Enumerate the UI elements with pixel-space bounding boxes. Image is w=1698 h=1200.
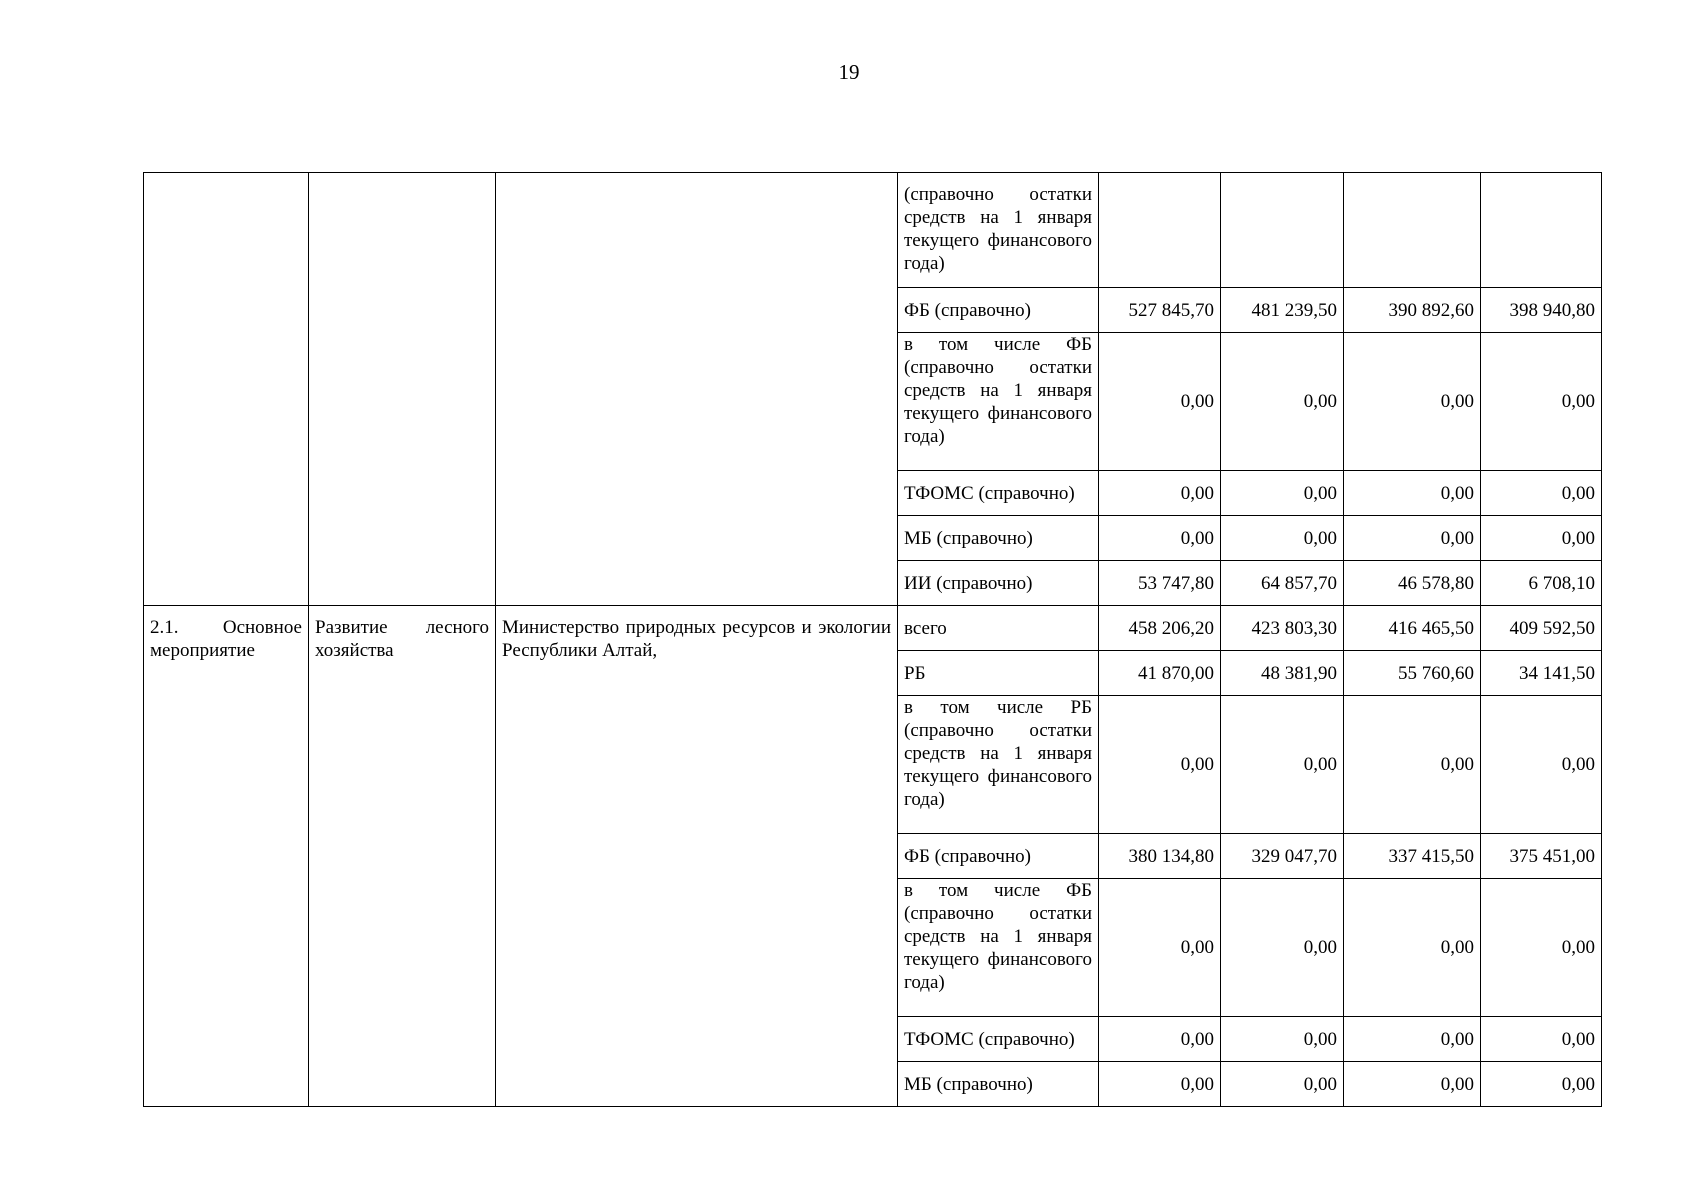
- value-cell: 0,00: [1221, 879, 1344, 1017]
- value-cell: 0,00: [1481, 1062, 1602, 1107]
- value-cell: 380 134,80: [1099, 834, 1221, 879]
- value-cell: 329 047,70: [1221, 834, 1344, 879]
- value-cell: 34 141,50: [1481, 651, 1602, 696]
- value-cell: [1481, 173, 1602, 288]
- value-cell: 0,00: [1221, 516, 1344, 561]
- value-cell: 0,00: [1344, 471, 1481, 516]
- value-cell: 0,00: [1221, 1062, 1344, 1107]
- value-cell: 6 708,10: [1481, 561, 1602, 606]
- value-cell: 0,00: [1221, 333, 1344, 471]
- value-cell: 0,00: [1344, 333, 1481, 471]
- value-cell: 0,00: [1481, 333, 1602, 471]
- source-cell: всего: [898, 606, 1099, 651]
- value-cell: 0,00: [1481, 1017, 1602, 1062]
- source-cell: (справочно остатки средств на 1 января текущего финансового года): [898, 173, 1099, 288]
- value-cell: 0,00: [1099, 333, 1221, 471]
- source-cell: в том числе ФБ (справочно остатки средств на 1 января текущего финансового года): [898, 333, 1099, 471]
- value-cell: 423 803,30: [1221, 606, 1344, 651]
- value-cell: [1099, 173, 1221, 288]
- value-cell: 0,00: [1099, 696, 1221, 834]
- source-cell: в том числе РБ (справочно остатки средств на 1 января текущего финансового года): [898, 696, 1099, 834]
- measure-name-cell: Развитие лесного хозяйства: [309, 606, 496, 1107]
- value-cell: 0,00: [1221, 471, 1344, 516]
- value-cell: 527 845,70: [1099, 288, 1221, 333]
- source-cell: ТФОМС (справочно): [898, 471, 1099, 516]
- executor-cell: Министерство природных ресурсов и экологии Республики Алтай,: [496, 606, 898, 1107]
- source-cell: ТФОМС (справочно): [898, 1017, 1099, 1062]
- executor-cell-empty: [496, 173, 898, 606]
- value-cell: 337 415,50: [1344, 834, 1481, 879]
- name-cell-empty: [309, 173, 496, 606]
- value-cell: 0,00: [1481, 471, 1602, 516]
- value-cell: 0,00: [1099, 471, 1221, 516]
- budget-table: [143, 172, 1602, 1107]
- value-cell: 0,00: [1099, 1062, 1221, 1107]
- table-row: [144, 606, 1602, 651]
- value-cell: [1221, 173, 1344, 288]
- value-cell: 0,00: [1344, 879, 1481, 1017]
- value-cell: 409 592,50: [1481, 606, 1602, 651]
- budget-table-body: [144, 173, 1602, 1107]
- value-cell: 0,00: [1221, 696, 1344, 834]
- value-cell: 0,00: [1221, 1017, 1344, 1062]
- value-cell: 390 892,60: [1344, 288, 1481, 333]
- value-cell: 0,00: [1344, 1017, 1481, 1062]
- table-row: [144, 173, 1602, 288]
- value-cell: 0,00: [1099, 879, 1221, 1017]
- value-cell: 48 381,90: [1221, 651, 1344, 696]
- value-cell: 458 206,20: [1099, 606, 1221, 651]
- number-cell-empty: [144, 173, 309, 606]
- value-cell: 416 465,50: [1344, 606, 1481, 651]
- value-cell: 46 578,80: [1344, 561, 1481, 606]
- source-cell: РБ: [898, 651, 1099, 696]
- value-cell: 55 760,60: [1344, 651, 1481, 696]
- value-cell: 481 239,50: [1221, 288, 1344, 333]
- value-cell: [1344, 173, 1481, 288]
- value-cell: 0,00: [1344, 1062, 1481, 1107]
- value-cell: 41 870,00: [1099, 651, 1221, 696]
- value-cell: 0,00: [1344, 516, 1481, 561]
- source-cell: МБ (справочно): [898, 1062, 1099, 1107]
- value-cell: 0,00: [1099, 516, 1221, 561]
- measure-number-cell: 2.1. Основное мероприятие: [144, 606, 309, 1107]
- value-cell: 0,00: [1481, 879, 1602, 1017]
- page-number: 19: [838, 60, 860, 84]
- value-cell: 398 940,80: [1481, 288, 1602, 333]
- value-cell: 0,00: [1481, 516, 1602, 561]
- source-cell: МБ (справочно): [898, 516, 1099, 561]
- source-cell: ФБ (справочно): [898, 834, 1099, 879]
- value-cell: 64 857,70: [1221, 561, 1344, 606]
- value-cell: 375 451,00: [1481, 834, 1602, 879]
- source-cell: ФБ (справочно): [898, 288, 1099, 333]
- source-cell: в том числе ФБ (справочно остатки средств на 1 января текущего финансового года): [898, 879, 1099, 1017]
- value-cell: 0,00: [1481, 696, 1602, 834]
- value-cell: 0,00: [1344, 696, 1481, 834]
- value-cell: 53 747,80: [1099, 561, 1221, 606]
- source-cell: ИИ (справочно): [898, 561, 1099, 606]
- value-cell: 0,00: [1099, 1017, 1221, 1062]
